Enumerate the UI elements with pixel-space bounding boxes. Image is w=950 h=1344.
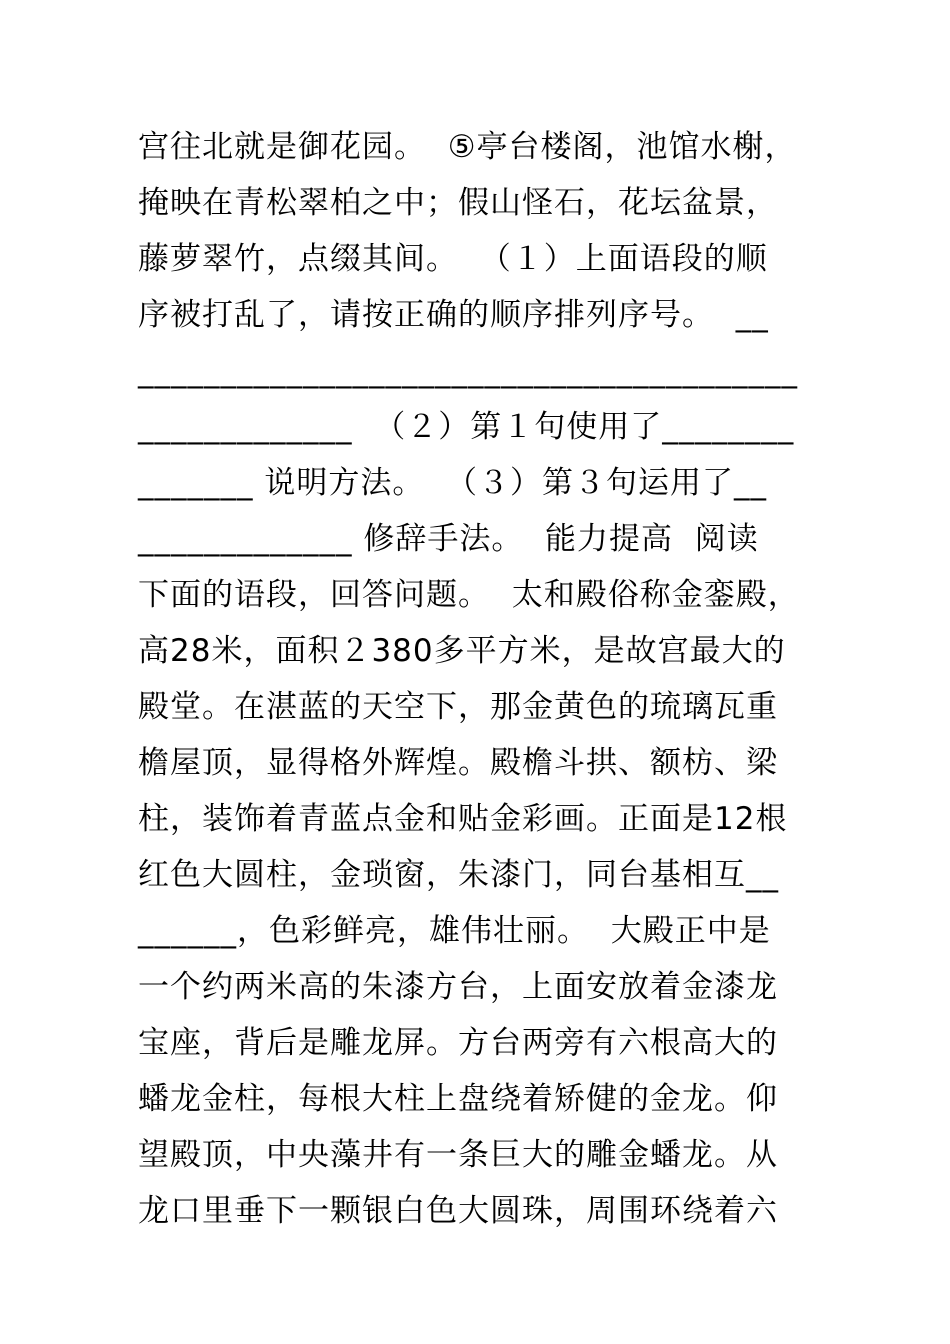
text-line: 宫往北就是御花园。 ⑤亭台楼阁，池馆水榭， bbox=[138, 129, 797, 165]
text-line: _____________ （２）第１句使用了________ bbox=[138, 409, 795, 445]
text-line: 序被打乱了，请按正确的顺序排列序号。 __ bbox=[138, 297, 769, 333]
text-line: _______ 说明方法。 （３）第３句运用了__ bbox=[138, 465, 768, 501]
text-line: 檐屋顶，显得格外辉煌。殿檐斗拱、额枋、梁 bbox=[138, 745, 778, 781]
text-line: 蟠龙金柱，每根大柱上盘绕着矫健的金龙。仰 bbox=[138, 1081, 778, 1117]
text-line: 一个约两米高的朱漆方台，上面安放着金漆龙 bbox=[138, 969, 778, 1005]
text-line: 藤萝翠竹，点缀其间。 （１）上面语段的顺 bbox=[138, 241, 768, 277]
text-line: 柱，装饰着青蓝点金和贴金彩画。正面是12根 bbox=[138, 801, 788, 837]
text-line: 宝座，背后是雕龙屏。方台两旁有六根高大的 bbox=[138, 1025, 778, 1061]
text-line: 龙口里垂下一颗银白色大圆珠，周围环绕着六 bbox=[138, 1193, 778, 1229]
text-line: 高28米，面积２380多平方米，是故宫最大的 bbox=[138, 633, 786, 669]
text-line: 红色大圆柱，金琐窗，朱漆门，同台基相互__ bbox=[138, 857, 779, 893]
text-line: _____________ 修辞手法。 能力提高 阅读 bbox=[138, 521, 759, 557]
text-line: 掩映在青松翠柏之中；假山怪石，花坛盆景， bbox=[138, 185, 778, 221]
text-line: ______，色彩鲜亮，雄伟壮丽。 大殿正中是 bbox=[138, 913, 771, 949]
text-line: 殿堂。在湛蓝的天空下，那金黄色的琉璃瓦重 bbox=[138, 689, 778, 725]
answer-blank-line: ________________________________________ bbox=[138, 353, 798, 389]
text-line: 下面的语段，回答问题。 太和殿俗称金銮殿， bbox=[138, 577, 800, 613]
text-line: 望殿顶，中央藻井有一条巨大的雕金蟠龙。从 bbox=[138, 1137, 778, 1173]
